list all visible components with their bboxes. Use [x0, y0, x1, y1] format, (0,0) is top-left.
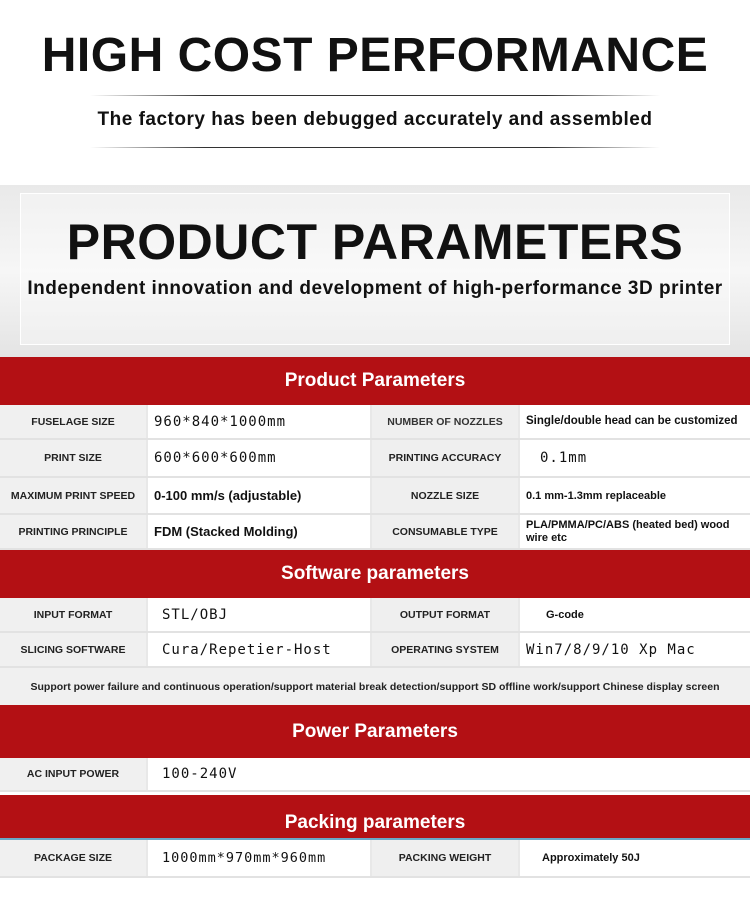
param-label: NOZZLE SIZE [372, 478, 520, 513]
param-value: 0.1 mm-1.3mm replaceable [520, 478, 750, 513]
divider [90, 147, 660, 148]
table-row [0, 758, 750, 792]
param-label: PACKING WEIGHT [372, 840, 520, 876]
table-row [0, 405, 750, 440]
param-value: 1000mm*970mm*960mm [148, 840, 372, 876]
param-value: 0.1mm [520, 440, 750, 476]
param-value: 0-100 mm/s (adjustable) [148, 478, 372, 513]
param-value: G-code [520, 598, 750, 631]
param-label: MAXIMUM PRINT SPEED [0, 478, 148, 513]
param-value: Cura/Repetier-Host [148, 633, 372, 666]
banner-subtitle: Independent innovation and development of high-performance 3D printer [27, 278, 723, 299]
banner-title: PRODUCT PARAMETERS [66, 214, 684, 270]
param-label: OUTPUT FORMAT [372, 598, 520, 631]
banner-section [0, 185, 750, 357]
param-label: FUSELAGE SIZE [0, 405, 148, 438]
table-row [0, 598, 750, 633]
param-label: PRINTING PRINCIPLE [0, 515, 148, 548]
header-title: HIGH COST PERFORMANCE [41, 29, 709, 82]
param-label: PRINTING ACCURACY [372, 440, 520, 476]
table-row [0, 633, 750, 668]
header-subtitle: The factory has been debugged accurately and assembled [97, 109, 653, 130]
section-header-product: Product Parameters [0, 357, 750, 405]
table-row [0, 440, 750, 478]
param-label: NUMBER OF NOZZLES [372, 405, 520, 438]
section-header-software: Software parameters [0, 550, 750, 598]
param-label: PACKAGE SIZE [0, 840, 148, 876]
param-label: OPERATING SYSTEM [372, 633, 520, 666]
param-value: STL/OBJ [148, 598, 372, 631]
param-label: PRINT SIZE [0, 440, 148, 476]
section-header-power: Power Parameters [0, 705, 750, 758]
param-value: PLA/PMMA/PC/ABS (heated bed) wood wire etc [520, 515, 750, 548]
table-row [0, 840, 750, 878]
param-value: Win7/8/9/10 Xp Mac [520, 633, 750, 666]
param-label: CONSUMABLE TYPE [372, 515, 520, 548]
param-value: Single/double head can be customized [520, 405, 750, 438]
divider [90, 95, 660, 96]
header-section [0, 0, 750, 185]
section-header-packing: Packing parameters [0, 795, 750, 840]
param-label: AC INPUT POWER [0, 758, 148, 790]
features-note: Support power failure and continuous operation/support material break detection/support SD offline work/support Chinese display screen [0, 668, 750, 705]
param-label: INPUT FORMAT [0, 598, 148, 631]
param-label: SLICING SOFTWARE [0, 633, 148, 666]
table-row [0, 515, 750, 550]
param-value: Approximately 50J [520, 840, 750, 876]
param-value: FDM (Stacked Molding) [148, 515, 372, 548]
param-value: 960*840*1000mm [148, 405, 372, 438]
table-row [0, 478, 750, 515]
param-value: 600*600*600mm [148, 440, 372, 476]
param-value: 100-240V [148, 758, 750, 790]
